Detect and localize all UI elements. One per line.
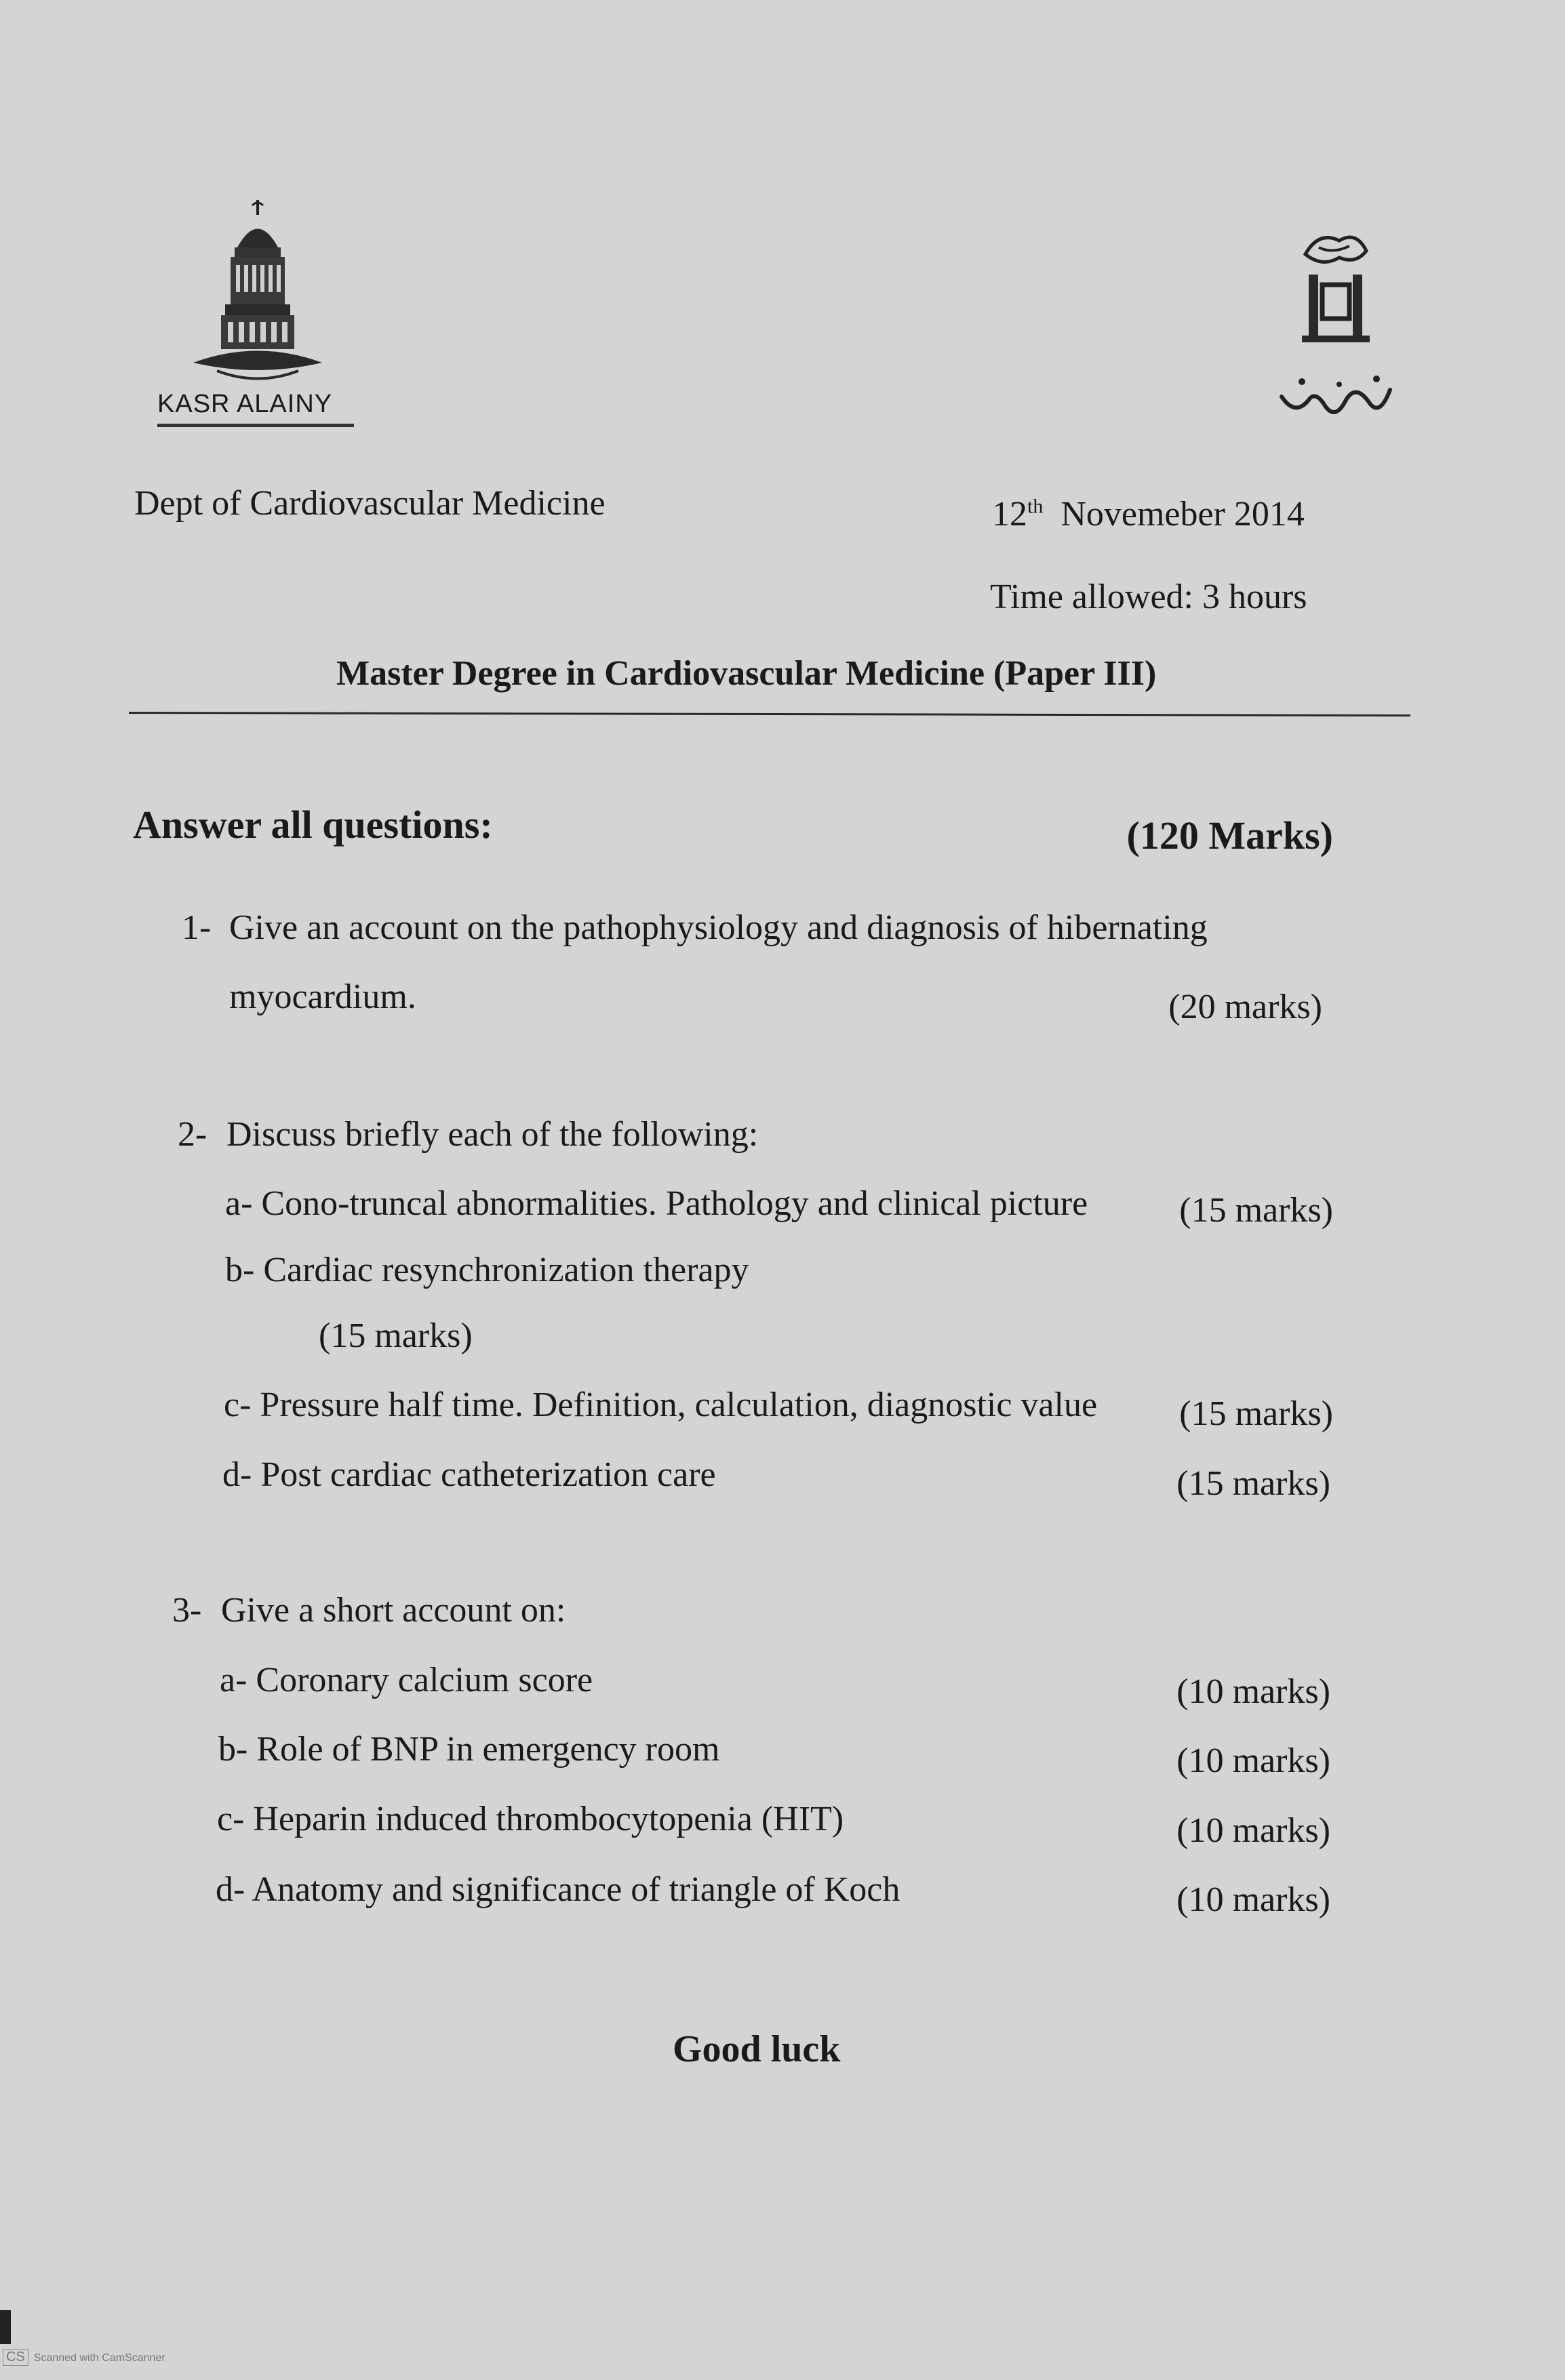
scanner-badge: CS xyxy=(3,2349,28,2366)
scan-edge-mark xyxy=(0,2310,11,2344)
date-suffix: th xyxy=(1027,495,1044,518)
question-number: 3- xyxy=(172,1591,202,1630)
sub-question: c- Pressure half time. Definition, calculation, diagnostic value xyxy=(224,1386,1098,1424)
scanner-watermark xyxy=(3,2349,165,2366)
closing-text: Good luck xyxy=(673,2028,841,2070)
sub-question-marks: (15 marks) xyxy=(1179,1394,1333,1433)
arabic-script-logo xyxy=(1275,369,1397,430)
sub-question: d- Anatomy and significance of triangle of Koch xyxy=(216,1870,900,1909)
exam-date xyxy=(992,493,1305,536)
sub-question-marks: (15 marks) xyxy=(1179,1191,1333,1230)
date-day: 12 xyxy=(992,495,1027,533)
question-number: 2- xyxy=(178,1115,207,1154)
sub-question: b- Cardiac resynchronization therapy xyxy=(225,1251,749,1289)
sub-question-marks: (10 marks) xyxy=(1176,1811,1330,1850)
instructions-label: Answer all questions: xyxy=(133,803,493,847)
department-name: Dept of Cardiovascular Medicine xyxy=(134,484,606,523)
time-allowed: Time allowed: 3 hours xyxy=(990,578,1307,616)
question-text: Discuss briefly each of the following: xyxy=(226,1115,759,1154)
sub-question: d- Post cardiac catheterization care xyxy=(222,1455,716,1494)
kasr-alainy-logo xyxy=(190,200,325,390)
question-text: Give an account on the pathophysiology and diagnosis of hibernating xyxy=(229,908,1208,947)
sub-question: b- Role of BNP in emergency room xyxy=(218,1730,720,1769)
date-month-year: Novemeber 2014 xyxy=(1061,495,1305,533)
question-number: 1- xyxy=(182,908,212,947)
logo-divider xyxy=(157,424,354,427)
sub-question-marks: (10 marks) xyxy=(1176,1741,1330,1780)
sub-question-marks: (15 marks) xyxy=(319,1316,473,1355)
sub-question: c- Heparin induced thrombocytopenia (HIT) xyxy=(217,1800,844,1838)
logo-label: KASR ALAINY xyxy=(157,390,333,418)
sub-question-marks: (10 marks) xyxy=(1176,1672,1330,1711)
scanner-text: Scanned with CamScanner xyxy=(33,2352,165,2364)
total-marks: (120 Marks) xyxy=(1126,813,1333,858)
sub-question-marks: (15 marks) xyxy=(1176,1464,1330,1503)
question-text: Give a short account on: xyxy=(221,1591,566,1630)
exam-title: Master Degree in Cardiovascular Medicine (Paper III) xyxy=(336,654,1157,693)
header-rule xyxy=(129,712,1410,717)
question-marks: (20 marks) xyxy=(1168,988,1322,1026)
sub-question: a- Cono-truncal abnormalities. Pathology and clinical picture xyxy=(225,1184,1088,1223)
question-text-continued: myocardium. xyxy=(229,977,416,1016)
sub-question: a- Coronary calcium score xyxy=(220,1661,593,1699)
cairo-university-emblem xyxy=(1292,227,1380,349)
sub-question-marks: (10 marks) xyxy=(1176,1880,1330,1919)
